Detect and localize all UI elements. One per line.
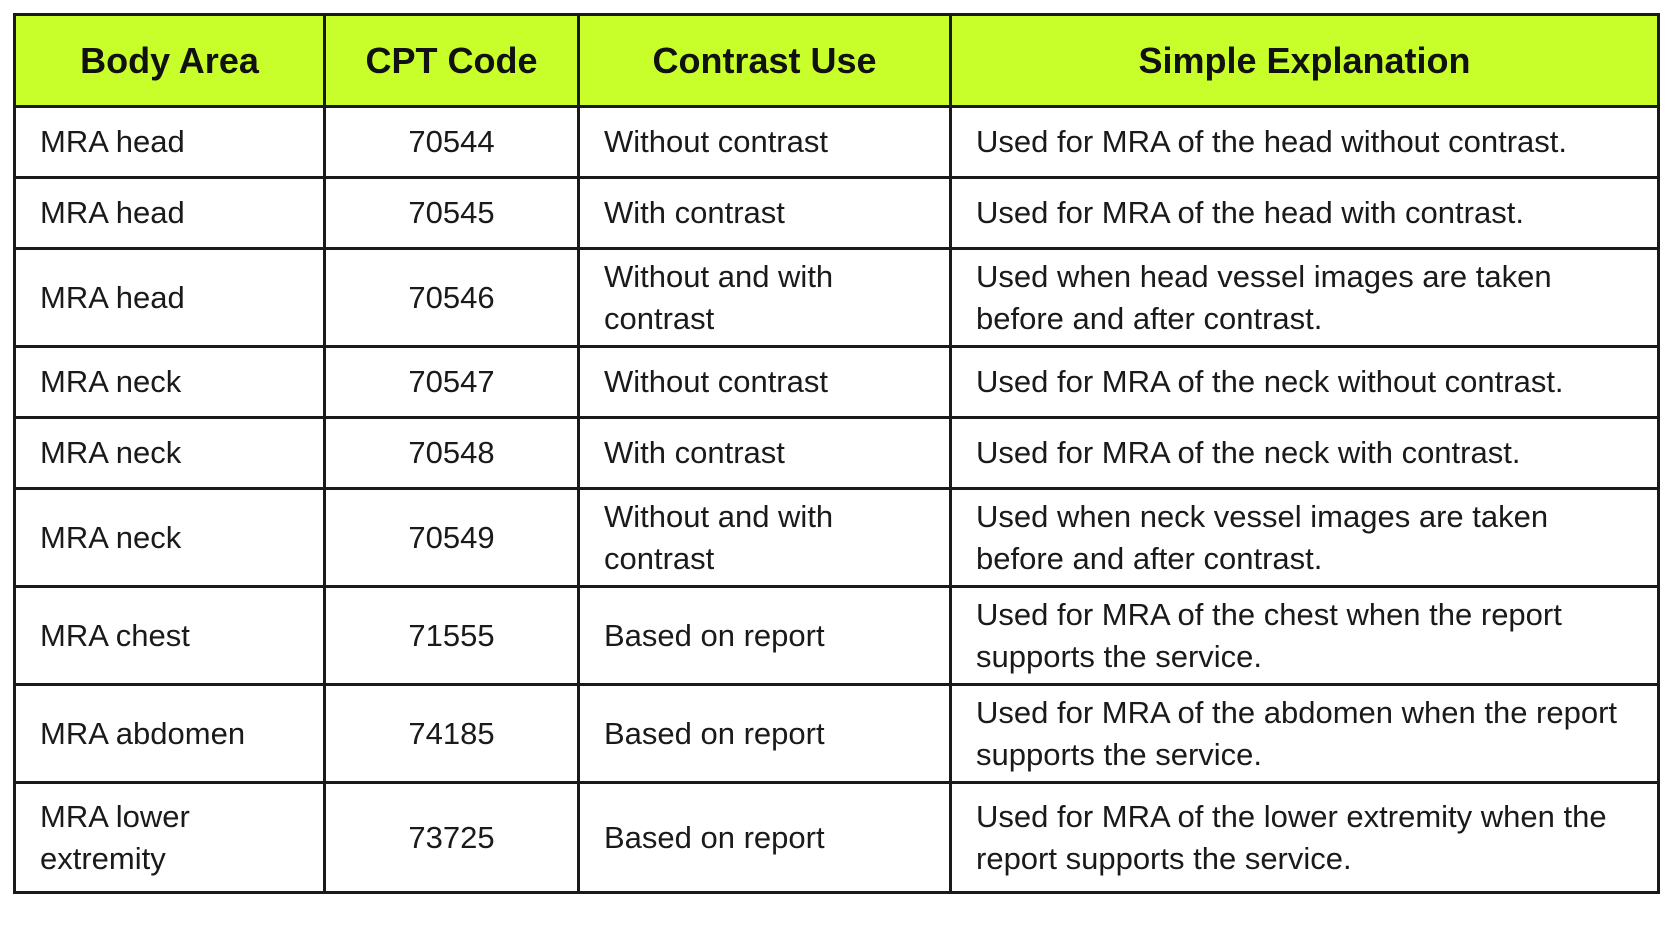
cell-body-area: MRA head: [15, 178, 325, 249]
cell-cpt-code: 73725: [325, 783, 579, 893]
cell-simple-explanation: Used for MRA of the abdomen when the report supports the service.: [951, 685, 1659, 783]
cell-body-area: MRA head: [15, 107, 325, 178]
table-row: [15, 685, 1659, 783]
cell-body-area: MRA chest: [15, 587, 325, 685]
header-body-area: Body Area: [15, 15, 325, 107]
header-contrast-use: Contrast Use: [579, 15, 951, 107]
cell-cpt-code: 70544: [325, 107, 579, 178]
cell-simple-explanation: Used for MRA of the chest when the report supports the service.: [951, 587, 1659, 685]
header-cpt-code: CPT Code: [325, 15, 579, 107]
cell-cpt-code: 70545: [325, 178, 579, 249]
cell-cpt-code: 70547: [325, 347, 579, 418]
cpt-code-table: [13, 13, 1660, 894]
cell-contrast-use: Based on report: [579, 587, 951, 685]
cell-simple-explanation: Used when neck vessel images are taken before and after contrast.: [951, 489, 1659, 587]
cell-body-area: MRA lower extremity: [15, 783, 325, 893]
cell-contrast-use: Without and with contrast: [579, 249, 951, 347]
table-header: [15, 15, 1659, 107]
cell-contrast-use: With contrast: [579, 178, 951, 249]
table-row: [15, 783, 1659, 893]
table-row: [15, 587, 1659, 685]
cell-simple-explanation: Used for MRA of the lower extremity when the report supports the service.: [951, 783, 1659, 893]
cell-contrast-use: Without contrast: [579, 107, 951, 178]
cell-contrast-use: Without and with contrast: [579, 489, 951, 587]
table-row: [15, 489, 1659, 587]
cell-cpt-code: 70546: [325, 249, 579, 347]
table-row: [15, 347, 1659, 418]
table-body: [15, 107, 1659, 893]
cell-body-area: MRA neck: [15, 347, 325, 418]
table-row: [15, 178, 1659, 249]
cell-contrast-use: Based on report: [579, 685, 951, 783]
table-row: [15, 107, 1659, 178]
cell-body-area: MRA neck: [15, 418, 325, 489]
cell-simple-explanation: Used for MRA of the neck without contrast.: [951, 347, 1659, 418]
cell-simple-explanation: Used for MRA of the head without contrast.: [951, 107, 1659, 178]
cell-contrast-use: Without contrast: [579, 347, 951, 418]
header-simple-explanation: Simple Explanation: [951, 15, 1659, 107]
cell-cpt-code: 70549: [325, 489, 579, 587]
cell-cpt-code: 74185: [325, 685, 579, 783]
header-row: [15, 15, 1659, 107]
cpt-code-table-container: [13, 13, 1657, 894]
table-row: [15, 249, 1659, 347]
cell-contrast-use: Based on report: [579, 783, 951, 893]
cell-simple-explanation: Used when head vessel images are taken before and after contrast.: [951, 249, 1659, 347]
cell-cpt-code: 70548: [325, 418, 579, 489]
cell-body-area: MRA neck: [15, 489, 325, 587]
table-row: [15, 418, 1659, 489]
cell-cpt-code: 71555: [325, 587, 579, 685]
cell-simple-explanation: Used for MRA of the neck with contrast.: [951, 418, 1659, 489]
cell-contrast-use: With contrast: [579, 418, 951, 489]
cell-body-area: MRA head: [15, 249, 325, 347]
cell-simple-explanation: Used for MRA of the head with contrast.: [951, 178, 1659, 249]
cell-body-area: MRA abdomen: [15, 685, 325, 783]
